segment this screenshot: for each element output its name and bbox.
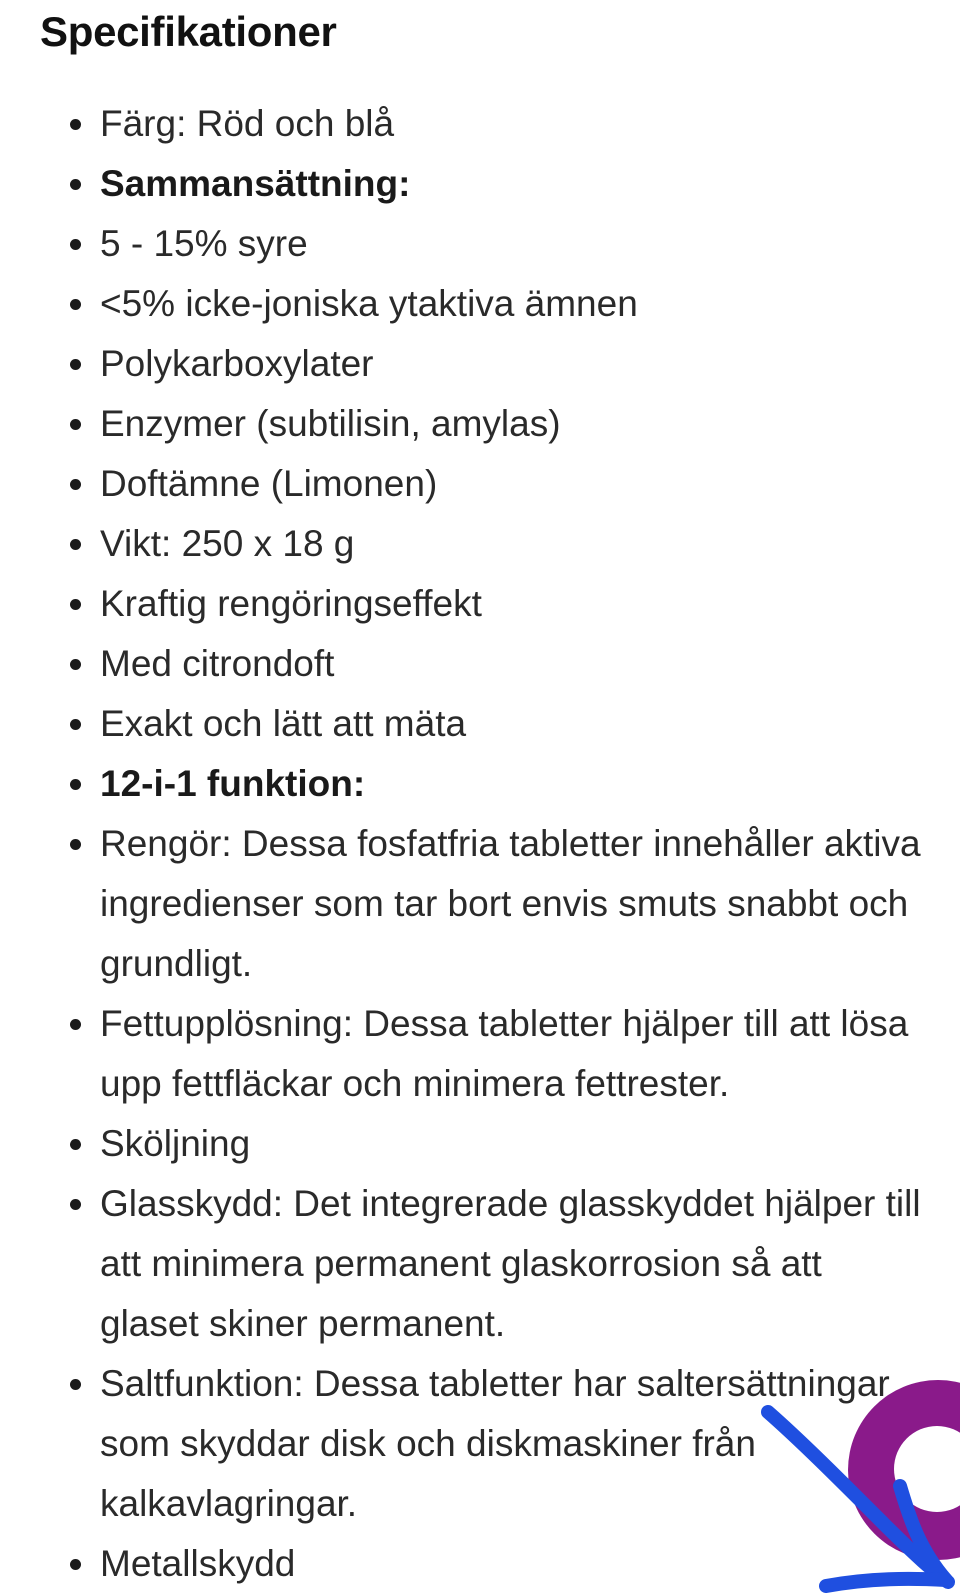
list-item: [60, 514, 930, 574]
list-item: [60, 394, 930, 454]
bullet-icon: [70, 719, 81, 730]
list-item-text: Doftämne (Limonen): [100, 463, 438, 504]
list-item: [60, 754, 930, 814]
specifications-list: [60, 94, 930, 1593]
list-item: [60, 574, 930, 634]
list-item-text: Polykarboxylater: [100, 343, 374, 384]
specifications-heading: Specifikationer: [40, 8, 337, 55]
list-item: [60, 154, 930, 214]
bullet-icon: [70, 299, 81, 310]
list-item-text: Enzymer (subtilisin, amylas): [100, 403, 561, 444]
list-item-text: Vikt: 250 x 18 g: [100, 523, 355, 564]
list-item-text: 12-i-1 funktion:: [100, 763, 366, 804]
list-item: [60, 694, 930, 754]
list-item: [60, 214, 930, 274]
list-item: [60, 1114, 930, 1174]
list-item: [60, 814, 930, 994]
bullet-icon: [70, 659, 81, 670]
list-item: [60, 94, 930, 154]
list-item: [60, 454, 930, 514]
bullet-icon: [70, 239, 81, 250]
bullet-icon: [70, 119, 81, 130]
list-item-text: Metallskydd: [100, 1543, 296, 1584]
list-item-text: <5% icke-joniska ytaktiva ämnen: [100, 283, 638, 324]
list-item-text: 5 - 15% syre: [100, 223, 308, 264]
list-item-text: Med citrondoft: [100, 643, 335, 684]
list-item-text: Glasskydd: Det integrerade glasskyddet hjälper till att minimera permanent glaskorrosion så att glaset skiner permanent.: [100, 1183, 921, 1344]
bullet-icon: [70, 599, 81, 610]
bullet-icon: [70, 1559, 81, 1570]
list-item-text: Fettupplösning: Dessa tabletter hjälper till att lösa upp fettfläckar och minimera fettrester.: [100, 1003, 909, 1104]
bullet-icon: [70, 359, 81, 370]
bullet-icon: [70, 179, 81, 190]
bullet-icon: [70, 1019, 81, 1030]
bullet-icon: [70, 1379, 81, 1390]
list-item: [60, 634, 930, 694]
list-item: [60, 1174, 930, 1354]
bullet-icon: [70, 479, 81, 490]
list-item: [60, 994, 930, 1114]
list-item-text: Färg: Röd och blå: [100, 103, 395, 144]
bullet-icon: [70, 839, 81, 850]
list-item-text: Sammansättning:: [100, 163, 411, 204]
list-item-text: Saltfunktion: Dessa tabletter har saltersättningar som skyddar disk och diskmaskiner från kalkavlagringar.: [100, 1363, 890, 1524]
list-item-text: Exakt och lätt att mäta: [100, 703, 467, 744]
list-item: [60, 274, 930, 334]
list-item-text: Kraftig rengöringseffekt: [100, 583, 482, 624]
bullet-icon: [70, 1199, 81, 1210]
list-item: [60, 334, 930, 394]
bullet-icon: [70, 779, 81, 790]
hand-drawn-arrow-icon: [760, 1400, 960, 1593]
list-item-text: Rengör: Dessa fosfatfria tabletter innehåller aktiva ingredienser som tar bort envis smuts snabbt och grundligt.: [100, 823, 921, 984]
bullet-icon: [70, 419, 81, 430]
list-item-text: Sköljning: [100, 1123, 251, 1164]
bullet-icon: [70, 1139, 81, 1150]
bullet-icon: [70, 539, 81, 550]
